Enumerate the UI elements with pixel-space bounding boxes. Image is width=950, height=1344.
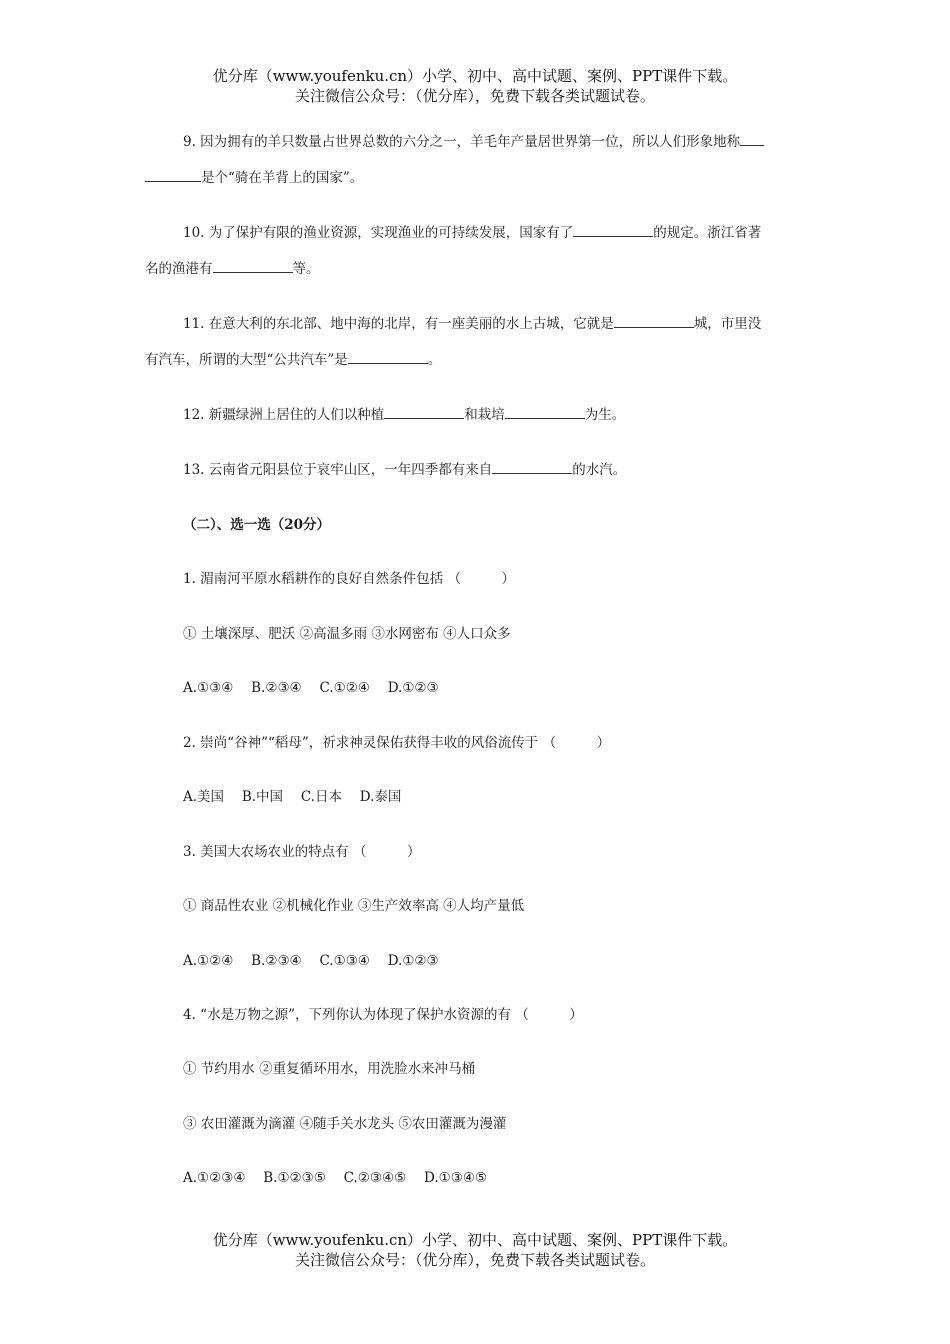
page-header: [0, 66, 950, 106]
question-11-line-1: [183, 312, 761, 332]
choice-4-items-1: ① 节约用水 ②重复循环用水，用洗脸水来冲马桶: [183, 1061, 476, 1077]
q13-text-b: 的水汽。: [572, 462, 627, 478]
choice-3-items: ① 商品性农业 ②机械化作业 ③生产效率高 ④人均产量低: [183, 898, 525, 914]
q11-blank-2: [348, 351, 428, 364]
header-line-2: 关注微信公众号：（优分库），免费下载各类试题试卷。: [294, 87, 655, 105]
q12-blank-1: [384, 406, 464, 419]
page-footer: [0, 1230, 950, 1270]
q12-text-c: 为生。: [584, 407, 626, 423]
choice-4-options: A.①②③④ B.①②③⑤ C.②③④⑤ D.①③④⑤: [183, 1170, 488, 1186]
q11-blank-1: [614, 315, 694, 328]
choice-3-options: A.①②④ B.②③④ C.①③④ D.①②③: [183, 953, 439, 969]
q12-text-b: 和栽培: [464, 407, 505, 423]
q9-text-a: 9. 因为拥有的羊只数量占世界总数的六分之一，羊毛年产量居世界第一位，所以人们形象地称: [183, 134, 741, 150]
question-10-line-2: [145, 257, 320, 277]
question-10-line-1: [183, 221, 761, 241]
q9-blank-2: [145, 169, 201, 182]
q12-blank-2: [505, 406, 585, 419]
choice-3-stem: 3. 美国大农场农业的特点有 （ ）: [183, 844, 421, 860]
choice-2-options: A.美国 B.中国 C.日本 D.泰国: [183, 789, 402, 805]
choice-4-stem: 4. “水是万物之源”，下列你认为体现了保护水资源的有 （ ）: [183, 1007, 583, 1023]
q10-text-c: 名的渔港有: [145, 261, 213, 277]
header-line-1: 优分库（www.youfenku.cn）小学、初中、高中试题、案例、PPT课件下载。: [212, 67, 738, 85]
q12-text-a: 12. 新疆绿洲上居住的人们以种植: [183, 407, 385, 423]
q10-blank-2: [213, 260, 293, 273]
choice-1-options: A.①③④ B.②③④ C.①②④ D.①②③: [183, 680, 439, 696]
q9-blank-1: [740, 133, 764, 146]
q10-blank-1: [573, 224, 653, 237]
footer-line-2: 关注微信公众号：（优分库），免费下载各类试题试卷。: [294, 1251, 655, 1269]
choice-1-items: ① 土壤深厚、肥沃 ②高温多雨 ③水网密布 ④人口众多: [183, 626, 511, 642]
q11-text-c: 有汽车，所谓的大型“公共汽车”是: [145, 352, 348, 368]
footer-line-1: 优分库（www.youfenku.cn）小学、初中、高中试题、案例、PPT课件下载。: [212, 1231, 738, 1249]
q10-text-b: 的规定。浙江省著: [653, 225, 762, 241]
q13-blank-1: [492, 461, 572, 474]
q11-text-b: 城，市里没: [693, 316, 762, 332]
question-9-line-2: [145, 166, 363, 186]
question-11-line-2: [145, 348, 441, 368]
question-13: [183, 458, 626, 478]
q11-text-d: 。: [427, 352, 442, 368]
q10-text-a: 10. 为了保护有限的渔业资源，实现渔业的可持续发展，国家有了: [183, 225, 574, 241]
q9-text-b: 是个“骑在羊背上的国家”。: [201, 170, 364, 186]
q13-text-a: 13. 云南省元阳县位于哀牢山区，一年四季都有来自: [183, 462, 493, 478]
choice-4-items-2: ③ 农田灌溉为滴灌 ④随手关水龙头 ⑤农田灌溉为漫灌: [183, 1116, 507, 1132]
q10-text-d: 等。: [292, 261, 320, 277]
question-12: [183, 403, 625, 423]
choice-2-stem: 2. 崇尚“谷神”“稻母”，祈求神灵保佑获得丰收的风俗流传于 （ ）: [183, 735, 611, 751]
q11-text-a: 11. 在意大利的东北部、地中海的北岸，有一座美丽的水上古城，它就是: [183, 316, 614, 332]
question-9-line-1: [183, 130, 764, 150]
choice-1-stem: 1. 湄南河平原水稻耕作的良好自然条件包括 （ ）: [183, 571, 515, 587]
section-2-title: （二）、选一选（20分）: [183, 517, 331, 533]
